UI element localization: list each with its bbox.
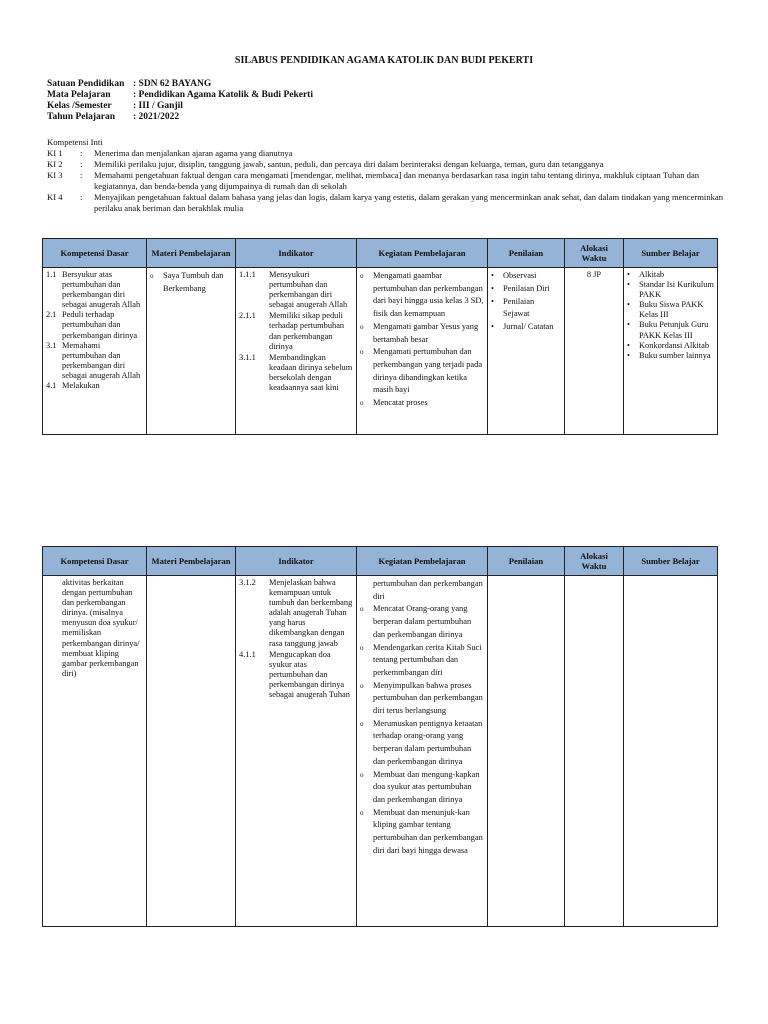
header-penilaian: Penilaian [488,547,565,576]
indikator-text: Mengucapkan doa syukur atas pertumbuhan dan perkembangan dirinya sebagai anugerah Tuhan [269,649,350,700]
indikator-text: Mensyukuri pertumbuhan dan perkembangan diri sebagai anugerah Allah [269,270,348,310]
circle-bullet-icon: o [360,681,364,690]
header-kegiatan: Kegiatan Pembelajaran [357,239,488,268]
ki-colon: : [80,159,83,169]
ki-row [47,148,727,159]
ki-colon: : [80,192,83,202]
kd-text: aktivitas berkaitan dengan pertumbuhan dan perkembangan dirinya. (misalnya menyusun doa syukur/ memiliskan perkembangan dirinya/ membuat kliping gambar perkembangan diri) [62,578,140,678]
sumber-text: Buku sumber lainnya [639,350,711,360]
header-materi: Materi Pembelajaran [147,547,236,576]
materi-text: Saya Tumbuh dan Berkembang [163,271,224,293]
circle-bullet-icon: o [360,322,364,331]
list-item [627,280,714,300]
ki-code: KI 2 [47,159,63,169]
kd-number: 3.1 [46,340,57,350]
meta-value: : III / Ganjil [133,101,183,111]
list-item [491,321,561,333]
list-item [491,283,561,295]
header-indikator: Indikator [236,239,357,268]
list-item [627,300,714,320]
sumber-text: Standar Isi Kurikulum PAKK [639,280,714,300]
cell-materi [147,268,236,435]
sumber-text: Buku Petunjuk Guru PAKK Kelas III [639,320,709,340]
list-item [360,397,484,410]
sumber-list [627,270,714,361]
indikator-number: 4.1.1 [239,649,256,659]
kd-item [46,310,143,340]
header-sumber: Sumber Belajar [624,547,718,576]
meta-label: Kelas /Semester [47,101,112,111]
kegiatan-text: Mendengarkan cerita Kitab Suci tentang pertumbuhan dan perkemmbangan diri [373,642,482,677]
cell-sumber [624,576,718,927]
cell-alokasi [565,576,624,927]
cell-sumber [624,268,718,435]
kegiatan-text: Mencatat proses [373,398,428,408]
meta-row [47,79,313,90]
bullet-icon: • [491,271,494,280]
kegiatan-text: pertumbuhan dan perkembangan diri [373,579,483,601]
bullet-icon: • [491,322,494,331]
kegiatan-text: Membuat dan mengung-kapkan doa syukur atas pertumbuhan dan perkembangan dirinya [373,769,480,804]
materi-list [150,270,232,295]
bullet-icon: • [627,340,630,350]
kd-number: 2.1 [46,310,57,320]
ki-code: KI 4 [47,192,63,202]
ki-colon: : [80,170,83,180]
penilaian-list [491,270,561,333]
list-item [360,807,484,858]
cell-kegiatan [357,268,488,435]
meta-value: : 2021/2022 [133,112,180,122]
circle-bullet-icon: o [150,272,154,280]
syllabus-table [42,238,718,435]
header-indikator: Indikator [236,547,357,576]
cell-kompetensi-dasar [43,576,147,927]
circle-bullet-icon: o [360,808,364,817]
bullet-icon: • [627,320,630,330]
circle-bullet-icon: o [360,770,364,779]
list-item [150,270,232,295]
table-row [43,576,718,927]
header-materi: Materi Pembelajaran [147,239,236,268]
kompetensi-inti [47,137,727,214]
kd-number: 4.1 [46,381,57,391]
indikator-number: 2.1.1 [239,311,256,321]
kegiatan-text: Membuat dan menunjuk-kan kliping gambar tentang pertumbuhan dan perkembangan diri dari bayi hingga dewasa [373,807,483,855]
meta-value: : Pendidikan Agama Katolik & Budi Pekerti [133,90,313,100]
penilaian-text: Penilaian Sejawat [503,297,535,318]
kegiatan-list [360,603,484,857]
list-item [491,270,561,282]
kegiatan-text: Mengamati gambar Yesus yang bertambah besar [373,321,479,344]
meta-block [47,79,313,123]
list-item [360,603,484,641]
kd-item [46,341,143,381]
indikator-item [239,270,353,310]
list-item [360,769,484,807]
circle-bullet-icon: o [360,643,364,652]
kd-text: Melakukan [62,381,100,391]
meta-row [47,101,313,112]
circle-bullet-icon: o [360,719,364,728]
kegiatan-text: Mengamati gaambar pertumbuhan dan perkembangan dari bayi hingga usia kelas 3 SD, fisik dan kemampuan [373,271,484,319]
kd-item [46,270,143,310]
kd-number: 1.1 [46,270,57,279]
meta-label: Mata Pelajaran [47,90,111,100]
ki-code: KI 3 [47,170,63,180]
penilaian-text: Jurnal/ Catatan [503,322,554,331]
table-header-row [43,547,718,576]
circle-bullet-icon: o [360,605,364,614]
circle-bullet-icon: o [360,348,364,357]
meta-label: Satuan Pendidikan [47,79,125,89]
header-penilaian: Penilaian [488,239,565,268]
header-alokasi: Alokasi Waktu [565,239,624,268]
list-item [627,320,714,340]
list-item [360,642,484,680]
cell-kegiatan [357,576,488,927]
ki-row [47,170,727,192]
sumber-text: Alkitab [639,270,665,279]
ki-heading: Kompetensi Inti [47,137,103,147]
sumber-text: Konkordansi Alkitab [639,340,710,350]
list-item [627,351,714,361]
header-kompetensi-dasar: Kompetensi Dasar [43,547,147,576]
list-item [491,296,561,320]
header-kompetensi-dasar: Kompetensi Dasar [43,239,147,268]
cell-penilaian [488,576,565,927]
penilaian-text: Penilaian Diri [503,284,550,293]
bullet-icon: • [627,350,630,360]
list-item [627,341,714,351]
indikator-item [239,311,353,351]
indikator-number: 3.1.1 [239,352,256,362]
ki-code: KI 1 [47,148,63,158]
list-item [627,270,714,280]
circle-bullet-icon: o [360,272,364,280]
cell-alokasi: 8 JP [565,268,624,435]
list-item [360,270,484,321]
ki-row [47,192,727,214]
syllabus-table-continued [42,546,718,927]
kegiatan-text: Merumuskan pentignya ketaatan terhadap orang-orang yang berperan dalam pertumbuhan dan perkembangan dirinya [373,718,483,766]
circle-bullet-icon: o [360,399,364,408]
indikator-item [239,578,353,649]
sumber-text: Buku Siswa PAKK Kelas III [639,300,704,320]
kegiatan-text: Menyimpulkan bahwa proses pertumbuhan dan perkembangan diri terus berlangsung [373,680,483,716]
indikator-number: 3.1.2 [239,578,256,587]
list-item [360,718,484,769]
penilaian-text: Observasi [503,271,537,280]
ki-row [47,159,727,170]
table-header-row [43,239,718,268]
list-item [360,321,484,346]
ki-text: Memahami pengetahuan faktual dengan cara mengamati [mendengar, melihat, membaca] dan menanya berdasarkan rasa ingin tahu tentang dirinya, makhluk ciptaan Tuhan dan kegiatannya, dan benda-benda yang dijumpainya di rumah dan di sekolah [94,170,700,191]
indikator-text: Menjelaskan bahwa kemampuan untuk tumbuh dan berkembang adalah anugerah Tuhan yang harus dikembangkan dengan rasa tanggung jawab [269,578,353,648]
ki-text: Menyajikan pengetahuan faktual dalam bahasa yang jelas dan logis, dalam karya yang estetis, dalam gerakan yang mencerminkan anak sehat, dan dalam tindakan yang mencerminkan perilaku anak beriman dan berakhlak mulia [94,192,724,213]
cell-materi [147,576,236,927]
header-kegiatan: Kegiatan Pembelajaran [357,547,488,576]
header-alokasi: Alokasi Waktu [565,547,624,576]
bullet-icon: • [627,300,630,310]
kegiatan-text: Mencatat Orang-orang yang berperan dalam pertumbuhan dan perkembangan dirinya [373,604,472,639]
kd-text: Bersyukur atas pertumbuhan dan perkembangan diri sebagai anugerah Allah [62,270,141,310]
indikator-item [239,650,353,700]
cell-kompetensi-dasar [43,268,147,435]
list-item [360,680,484,718]
cell-indikator [236,576,357,927]
meta-value: : SDN 62 BAYANG [133,79,212,89]
cell-penilaian [488,268,565,435]
table-row [43,268,718,435]
bullet-icon: • [627,280,630,290]
bullet-icon: • [491,297,494,306]
indikator-item [239,353,353,393]
kd-text: Peduli terhadap pertumbuhan dan perkembangan dirinya [62,310,138,340]
indikator-text: Membandingkan keadaan dirinya sebelum bersekolah dengan keadaannya saat kini [269,352,353,393]
kd-item [46,381,143,391]
kd-text: Memahami pertumbuhan dan perkembangan diri sebagai anugerah Allah [62,340,141,380]
bullet-icon: • [491,284,494,293]
ki-colon: : [80,148,83,158]
page-title: SILABUS PENDIDIKAN AGAMA KATOLIK DAN BUDI PEKERTI [234,55,534,66]
ki-text: Memiliki perilaku jujur, disiplin, tanggung jawab, santun, peduli, dan percaya diri dalam berinteraksi dengan keluarga, teman, guru dan tetangganya [94,159,604,169]
kegiatan-text: Mengamati pertumbuhan dan perkembangan yang terjadi pada dirinya dibandingkan ketika masih bayi [373,347,483,395]
cell-indikator [236,268,357,435]
kegiatan-list [360,270,484,410]
bullet-icon: • [627,270,630,279]
ki-text: Menerima dan menjalankan ajaran agama yang dianutnya [94,148,293,158]
indikator-number: 1.1.1 [239,270,256,279]
meta-row [47,112,313,123]
indikator-text: Memiliki sikap peduli terhadap pertumbuhan dan perkembangan dirinya [269,311,345,351]
meta-row [47,90,313,101]
header-sumber: Sumber Belajar [624,239,718,268]
list-item [360,346,484,397]
meta-label: Tahun Pelajaran [47,112,116,122]
